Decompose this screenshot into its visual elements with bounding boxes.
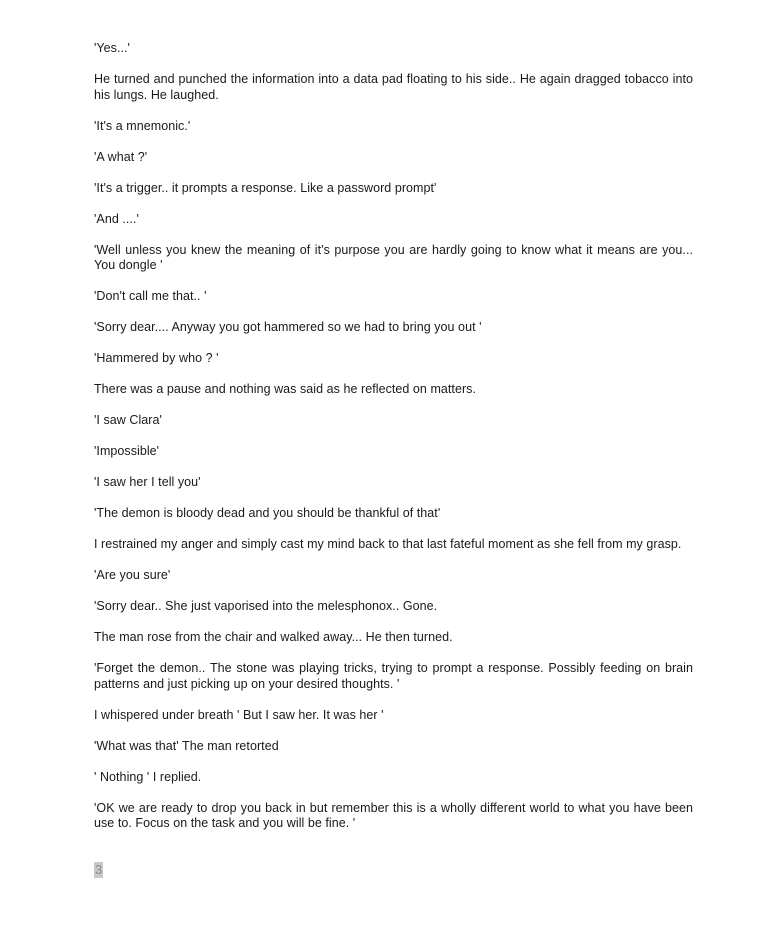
paragraph: 'Are you sure' [94,568,171,582]
paragraph: I restrained my anger and simply cast my mind back to that last fateful moment as she fell from my grasp. [94,537,682,551]
paragraph: I whispered under breath ' But I saw her. It was her ' [94,707,384,722]
paragraph: 'Well unless you knew the meaning of it's purpose you are hardly going to know what it means are you... You dongle ' [94,242,693,272]
body-text [94,41,693,847]
paragraph: 'It's a trigger.. it prompts a response. Like a password prompt' [94,180,437,195]
paragraph: 'Forget the demon.. The stone was playing tricks, trying to prompt a response. Possibly feeding on brain patterns and just picking up on your desired thoughts. ' [94,661,693,691]
paragraph: 'I saw Clara' [94,413,162,427]
paragraph: 'What was that' The man retorted [94,738,279,753]
paragraph: The man rose from the chair and walked away... He then turned. [94,630,453,644]
paragraph: ' Nothing ' I replied. [94,769,202,784]
page-number: 3 [95,862,103,877]
paragraph: He turned and punched the information into a data pad floating to his side.. He again dragged tobacco into his lungs. He laughed. [94,72,693,102]
paragraph: 'Hammered by who ? ' [94,351,219,365]
paragraph: 'And ....' [94,211,139,226]
paragraph: 'Sorry dear.. She just vaporised into the melesphonox.. Gone. [94,599,438,613]
paragraph: 'Don't call me that.. ' [94,289,207,303]
paragraph: 'The demon is bloody dead and you should be thankful of that' [94,506,441,520]
paragraph: 'A what ?' [94,149,148,164]
paragraph: 'Impossible' [94,444,160,458]
paragraph: 'OK we are ready to drop you back in but remember this is a wholly different world to what you have been use to. Focus on the task and you will be fine. ' [94,800,693,830]
paragraph: 'Sorry dear.... Anyway you got hammered so we had to bring you out ' [94,320,482,334]
paragraph: There was a pause and nothing was said as he reflected on matters. [94,382,476,396]
paragraph: 'I saw her I tell you' [94,475,201,489]
paragraph: 'It's a mnemonic.' [94,118,191,133]
paragraph: 'Yes...' [94,41,130,55]
